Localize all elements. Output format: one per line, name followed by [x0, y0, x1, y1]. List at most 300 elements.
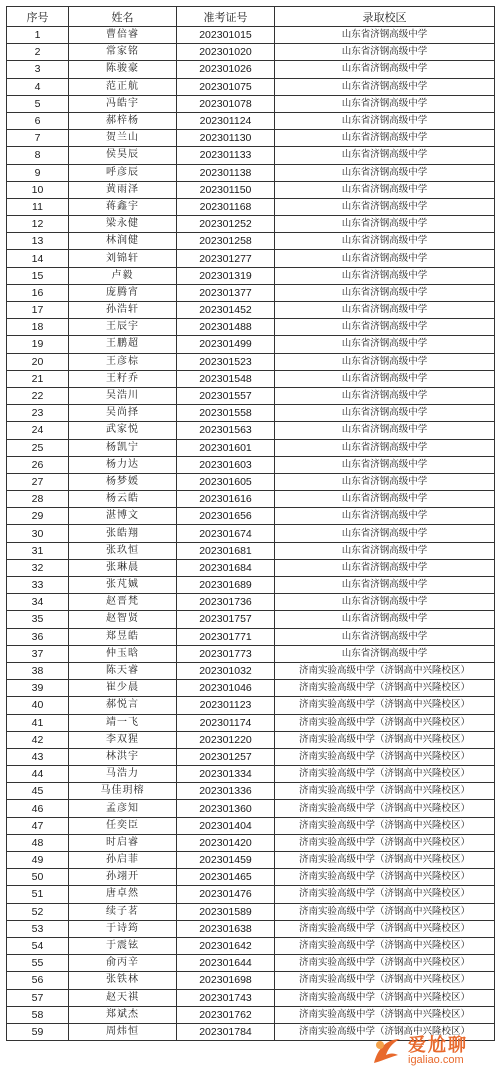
exam-number-cell: 202301133 [177, 147, 275, 164]
name-cell: 黄雨泽 [69, 181, 177, 198]
exam-number-cell: 202301601 [177, 439, 275, 456]
name-cell: 王籽乔 [69, 370, 177, 387]
exam-number-cell: 202301644 [177, 955, 275, 972]
name-cell: 王彦棕 [69, 353, 177, 370]
school-cell: 山东省济钢高级中学 [275, 95, 495, 112]
name-cell: 张皓翔 [69, 525, 177, 542]
exam-number-cell: 202301319 [177, 267, 275, 284]
school-cell: 山东省济钢高级中学 [275, 250, 495, 267]
school-cell: 山东省济钢高级中学 [275, 78, 495, 95]
watermark [368, 1031, 496, 1071]
name-cell: 任奕臣 [69, 817, 177, 834]
table-row [7, 903, 495, 920]
exam-number-cell: 202301123 [177, 697, 275, 714]
school-cell: 济南实验高级中学（济钢高中兴隆校区） [275, 1006, 495, 1023]
serial-cell: 31 [7, 542, 69, 559]
name-cell: 梁永健 [69, 216, 177, 233]
name-cell: 刘锦轩 [69, 250, 177, 267]
name-cell: 周炜恒 [69, 1023, 177, 1040]
table-row [7, 955, 495, 972]
table-row [7, 972, 495, 989]
table-row [7, 680, 495, 697]
school-cell: 山东省济钢高级中学 [275, 456, 495, 473]
serial-cell: 2 [7, 44, 69, 61]
table-row [7, 1006, 495, 1023]
exam-number-cell: 202301674 [177, 525, 275, 542]
exam-number-cell: 202301563 [177, 422, 275, 439]
exam-number-cell: 202301360 [177, 800, 275, 817]
school-cell: 山东省济钢高级中学 [275, 405, 495, 422]
watermark-url: igaliao.com [408, 1053, 464, 1066]
name-cell: 张琳晨 [69, 559, 177, 576]
school-cell: 济南实验高级中学（济钢高中兴隆校区） [275, 972, 495, 989]
table-row [7, 302, 495, 319]
table-row [7, 336, 495, 353]
name-cell: 庞腾宵 [69, 284, 177, 301]
name-cell: 王鹏超 [69, 336, 177, 353]
table-row [7, 439, 495, 456]
table-row [7, 937, 495, 954]
exam-number-cell: 202301026 [177, 61, 275, 78]
serial-cell: 28 [7, 491, 69, 508]
serial-cell: 45 [7, 783, 69, 800]
header-serial: 序号 [7, 7, 69, 27]
name-cell: 吴浩川 [69, 387, 177, 404]
name-cell: 赵晋梵 [69, 594, 177, 611]
school-cell: 济南实验高级中学（济钢高中兴隆校区） [275, 662, 495, 679]
exam-number-cell: 202301020 [177, 44, 275, 61]
serial-cell: 53 [7, 920, 69, 937]
exam-number-cell: 202301277 [177, 250, 275, 267]
table-row [7, 989, 495, 1006]
name-cell: 王辰宇 [69, 319, 177, 336]
exam-number-cell: 202301404 [177, 817, 275, 834]
table-row [7, 611, 495, 628]
school-cell: 山东省济钢高级中学 [275, 302, 495, 319]
serial-cell: 3 [7, 61, 69, 78]
serial-cell: 20 [7, 353, 69, 370]
exam-number-cell: 202301689 [177, 577, 275, 594]
school-cell: 济南实验高级中学（济钢高中兴隆校区） [275, 748, 495, 765]
name-cell: 唐卓然 [69, 886, 177, 903]
exam-number-cell: 202301252 [177, 216, 275, 233]
serial-cell: 32 [7, 559, 69, 576]
name-cell: 俞丙辛 [69, 955, 177, 972]
name-cell: 冯皓宇 [69, 95, 177, 112]
name-cell: 范正航 [69, 78, 177, 95]
name-cell: 赵天祺 [69, 989, 177, 1006]
name-cell: 湛博文 [69, 508, 177, 525]
serial-cell: 24 [7, 422, 69, 439]
exam-number-cell: 202301257 [177, 748, 275, 765]
name-cell: 张铁林 [69, 972, 177, 989]
school-cell: 山东省济钢高级中学 [275, 319, 495, 336]
school-cell: 山东省济钢高级中学 [275, 164, 495, 181]
school-cell: 济南实验高级中学（济钢高中兴隆校区） [275, 955, 495, 972]
exam-number-cell: 202301762 [177, 1006, 275, 1023]
name-cell: 马浩力 [69, 766, 177, 783]
name-cell: 林洪宇 [69, 748, 177, 765]
exam-number-cell: 202301150 [177, 181, 275, 198]
table-row [7, 250, 495, 267]
table-row [7, 319, 495, 336]
school-cell: 济南实验高级中学（济钢高中兴隆校区） [275, 852, 495, 869]
table-row [7, 748, 495, 765]
table-row [7, 628, 495, 645]
header-row [7, 7, 495, 27]
serial-cell: 37 [7, 645, 69, 662]
name-cell: 李双猩 [69, 731, 177, 748]
school-cell: 山东省济钢高级中学 [275, 422, 495, 439]
school-cell: 济南实验高级中学（济钢高中兴隆校区） [275, 937, 495, 954]
header-exam-number: 准考证号 [177, 7, 275, 27]
name-cell: 马佳玥榕 [69, 783, 177, 800]
exam-number-cell: 202301681 [177, 542, 275, 559]
exam-number-cell: 202301736 [177, 594, 275, 611]
school-cell: 济南实验高级中学（济钢高中兴隆校区） [275, 766, 495, 783]
serial-cell: 17 [7, 302, 69, 319]
exam-number-cell: 202301465 [177, 869, 275, 886]
serial-cell: 27 [7, 473, 69, 490]
school-cell: 济南实验高级中学（济钢高中兴隆校区） [275, 817, 495, 834]
name-cell: 杨梦媛 [69, 473, 177, 490]
exam-number-cell: 202301476 [177, 886, 275, 903]
school-cell: 山东省济钢高级中学 [275, 233, 495, 250]
table-row [7, 920, 495, 937]
school-cell: 济南实验高级中学（济钢高中兴隆校区） [275, 680, 495, 697]
school-cell: 山东省济钢高级中学 [275, 216, 495, 233]
watermark-brand: 爱尬聊 [408, 1034, 468, 1056]
school-cell: 山东省济钢高级中学 [275, 27, 495, 44]
school-cell: 济南实验高级中学（济钢高中兴隆校区） [275, 886, 495, 903]
school-cell: 山东省济钢高级中学 [275, 284, 495, 301]
table-row [7, 198, 495, 215]
school-cell: 山东省济钢高级中学 [275, 267, 495, 284]
serial-cell: 58 [7, 1006, 69, 1023]
exam-number-cell: 202301589 [177, 903, 275, 920]
exam-number-cell: 202301138 [177, 164, 275, 181]
school-cell: 山东省济钢高级中学 [275, 525, 495, 542]
exam-number-cell: 202301452 [177, 302, 275, 319]
exam-number-cell: 202301168 [177, 198, 275, 215]
table-body [7, 27, 495, 1041]
exam-number-cell: 202301032 [177, 662, 275, 679]
table-row [7, 44, 495, 61]
table-row [7, 577, 495, 594]
table-row [7, 233, 495, 250]
table-row [7, 387, 495, 404]
serial-cell: 52 [7, 903, 69, 920]
name-cell: 曹倍睿 [69, 27, 177, 44]
school-cell: 济南实验高级中学（济钢高中兴隆校区） [275, 869, 495, 886]
exam-number-cell: 202301616 [177, 491, 275, 508]
exam-number-cell: 202301638 [177, 920, 275, 937]
exam-number-cell: 202301642 [177, 937, 275, 954]
table-header [7, 7, 495, 27]
school-cell: 山东省济钢高级中学 [275, 387, 495, 404]
admission-table [6, 6, 495, 1041]
serial-cell: 22 [7, 387, 69, 404]
exam-number-cell: 202301548 [177, 370, 275, 387]
serial-cell: 16 [7, 284, 69, 301]
name-cell: 陈骏豪 [69, 61, 177, 78]
serial-cell: 23 [7, 405, 69, 422]
school-cell: 山东省济钢高级中学 [275, 611, 495, 628]
table-row [7, 181, 495, 198]
serial-cell: 15 [7, 267, 69, 284]
exam-number-cell: 202301656 [177, 508, 275, 525]
serial-cell: 8 [7, 147, 69, 164]
exam-number-cell: 202301078 [177, 95, 275, 112]
table-row [7, 783, 495, 800]
table-row [7, 525, 495, 542]
name-cell: 孙启菲 [69, 852, 177, 869]
exam-number-cell: 202301334 [177, 766, 275, 783]
name-cell: 靖一飞 [69, 714, 177, 731]
serial-cell: 26 [7, 456, 69, 473]
school-cell: 山东省济钢高级中学 [275, 61, 495, 78]
school-cell: 山东省济钢高级中学 [275, 198, 495, 215]
serial-cell: 30 [7, 525, 69, 542]
table-row [7, 370, 495, 387]
serial-cell: 48 [7, 834, 69, 851]
school-cell: 济南实验高级中学（济钢高中兴隆校区） [275, 834, 495, 851]
name-cell: 郝悦言 [69, 697, 177, 714]
name-cell: 贺兰山 [69, 130, 177, 147]
table-row [7, 559, 495, 576]
exam-number-cell: 202301258 [177, 233, 275, 250]
table-row [7, 800, 495, 817]
name-cell: 崔少晨 [69, 680, 177, 697]
exam-number-cell: 202301075 [177, 78, 275, 95]
serial-cell: 46 [7, 800, 69, 817]
exam-number-cell: 202301523 [177, 353, 275, 370]
name-cell: 吴尚择 [69, 405, 177, 422]
exam-number-cell: 202301558 [177, 405, 275, 422]
table-row [7, 147, 495, 164]
brand-logo-icon [368, 1033, 404, 1069]
serial-cell: 13 [7, 233, 69, 250]
name-cell: 杨云皓 [69, 491, 177, 508]
school-cell: 济南实验高级中学（济钢高中兴隆校区） [275, 1023, 495, 1040]
serial-cell: 33 [7, 577, 69, 594]
table-row [7, 164, 495, 181]
table-row [7, 594, 495, 611]
exam-number-cell: 202301046 [177, 680, 275, 697]
serial-cell: 36 [7, 628, 69, 645]
school-cell: 山东省济钢高级中学 [275, 336, 495, 353]
school-cell: 山东省济钢高级中学 [275, 370, 495, 387]
table-row [7, 645, 495, 662]
exam-number-cell: 202301130 [177, 130, 275, 147]
name-cell: 杨力达 [69, 456, 177, 473]
exam-number-cell: 202301557 [177, 387, 275, 404]
table-row [7, 697, 495, 714]
table-row [7, 456, 495, 473]
school-cell: 济南实验高级中学（济钢高中兴隆校区） [275, 731, 495, 748]
school-cell: 山东省济钢高级中学 [275, 130, 495, 147]
table-row [7, 216, 495, 233]
exam-number-cell: 202301174 [177, 714, 275, 731]
serial-cell: 6 [7, 112, 69, 129]
serial-cell: 40 [7, 697, 69, 714]
header-name: 姓名 [69, 7, 177, 27]
name-cell: 卢毅 [69, 267, 177, 284]
name-cell: 张玖恒 [69, 542, 177, 559]
name-cell: 郝梓杨 [69, 112, 177, 129]
school-cell: 山东省济钢高级中学 [275, 645, 495, 662]
exam-number-cell: 202301377 [177, 284, 275, 301]
school-cell: 济南实验高级中学（济钢高中兴隆校区） [275, 783, 495, 800]
serial-cell: 4 [7, 78, 69, 95]
school-cell: 济南实验高级中学（济钢高中兴隆校区） [275, 989, 495, 1006]
name-cell: 赵智贤 [69, 611, 177, 628]
serial-cell: 19 [7, 336, 69, 353]
serial-cell: 54 [7, 937, 69, 954]
table-row [7, 766, 495, 783]
header-school: 录取校区 [275, 7, 495, 27]
exam-number-cell: 202301124 [177, 112, 275, 129]
serial-cell: 43 [7, 748, 69, 765]
serial-cell: 29 [7, 508, 69, 525]
exam-number-cell: 202301605 [177, 473, 275, 490]
school-cell: 济南实验高级中学（济钢高中兴隆校区） [275, 920, 495, 937]
table-row [7, 852, 495, 869]
name-cell: 续子茗 [69, 903, 177, 920]
serial-cell: 9 [7, 164, 69, 181]
school-cell: 山东省济钢高级中学 [275, 439, 495, 456]
name-cell: 张芃娍 [69, 577, 177, 594]
serial-cell: 59 [7, 1023, 69, 1040]
name-cell: 于诗筠 [69, 920, 177, 937]
serial-cell: 50 [7, 869, 69, 886]
serial-cell: 10 [7, 181, 69, 198]
serial-cell: 5 [7, 95, 69, 112]
school-cell: 山东省济钢高级中学 [275, 491, 495, 508]
serial-cell: 21 [7, 370, 69, 387]
exam-number-cell: 202301784 [177, 1023, 275, 1040]
table-row [7, 284, 495, 301]
serial-cell: 42 [7, 731, 69, 748]
exam-number-cell: 202301743 [177, 989, 275, 1006]
name-cell: 时启睿 [69, 834, 177, 851]
serial-cell: 12 [7, 216, 69, 233]
serial-cell: 56 [7, 972, 69, 989]
exam-number-cell: 202301488 [177, 319, 275, 336]
table-row [7, 731, 495, 748]
exam-number-cell: 202301771 [177, 628, 275, 645]
school-cell: 山东省济钢高级中学 [275, 473, 495, 490]
exam-number-cell: 202301336 [177, 783, 275, 800]
name-cell: 常家铭 [69, 44, 177, 61]
name-cell: 呼彦辰 [69, 164, 177, 181]
exam-number-cell: 202301698 [177, 972, 275, 989]
school-cell: 济南实验高级中学（济钢高中兴隆校区） [275, 800, 495, 817]
school-cell: 济南实验高级中学（济钢高中兴隆校区） [275, 714, 495, 731]
table-row [7, 130, 495, 147]
name-cell: 于震铉 [69, 937, 177, 954]
school-cell: 山东省济钢高级中学 [275, 353, 495, 370]
school-cell: 山东省济钢高级中学 [275, 181, 495, 198]
table-row [7, 473, 495, 490]
name-cell: 杨凯宁 [69, 439, 177, 456]
serial-cell: 39 [7, 680, 69, 697]
serial-cell: 25 [7, 439, 69, 456]
table-row [7, 542, 495, 559]
name-cell: 仲玉晗 [69, 645, 177, 662]
serial-cell: 51 [7, 886, 69, 903]
school-cell: 山东省济钢高级中学 [275, 577, 495, 594]
table-row [7, 662, 495, 679]
school-cell: 济南实验高级中学（济钢高中兴隆校区） [275, 697, 495, 714]
exam-number-cell: 202301757 [177, 611, 275, 628]
serial-cell: 55 [7, 955, 69, 972]
name-cell: 孙翊开 [69, 869, 177, 886]
table-row [7, 267, 495, 284]
table-row [7, 61, 495, 78]
school-cell: 山东省济钢高级中学 [275, 147, 495, 164]
table-row [7, 353, 495, 370]
serial-cell: 11 [7, 198, 69, 215]
table-row [7, 27, 495, 44]
exam-number-cell: 202301684 [177, 559, 275, 576]
serial-cell: 44 [7, 766, 69, 783]
table-row [7, 817, 495, 834]
name-cell: 郑斌杰 [69, 1006, 177, 1023]
table-row [7, 422, 495, 439]
exam-number-cell: 202301420 [177, 834, 275, 851]
school-cell: 山东省济钢高级中学 [275, 559, 495, 576]
serial-cell: 47 [7, 817, 69, 834]
school-cell: 山东省济钢高级中学 [275, 44, 495, 61]
exam-number-cell: 202301773 [177, 645, 275, 662]
serial-cell: 35 [7, 611, 69, 628]
name-cell: 孟彦知 [69, 800, 177, 817]
name-cell: 蒋鑫宇 [69, 198, 177, 215]
name-cell: 侯昊辰 [69, 147, 177, 164]
table-row [7, 886, 495, 903]
name-cell: 林润健 [69, 233, 177, 250]
school-cell: 山东省济钢高级中学 [275, 594, 495, 611]
exam-number-cell: 202301459 [177, 852, 275, 869]
serial-cell: 38 [7, 662, 69, 679]
table-row [7, 834, 495, 851]
table-row [7, 95, 495, 112]
serial-cell: 41 [7, 714, 69, 731]
serial-cell: 14 [7, 250, 69, 267]
serial-cell: 57 [7, 989, 69, 1006]
serial-cell: 34 [7, 594, 69, 611]
name-cell: 郑昱皓 [69, 628, 177, 645]
exam-number-cell: 202301499 [177, 336, 275, 353]
name-cell: 陈天睿 [69, 662, 177, 679]
table-row [7, 112, 495, 129]
name-cell: 武家悦 [69, 422, 177, 439]
school-cell: 山东省济钢高级中学 [275, 628, 495, 645]
table-row [7, 508, 495, 525]
table-row [7, 78, 495, 95]
table-row [7, 491, 495, 508]
serial-cell: 7 [7, 130, 69, 147]
exam-number-cell: 202301015 [177, 27, 275, 44]
name-cell: 孙浩轩 [69, 302, 177, 319]
school-cell: 山东省济钢高级中学 [275, 542, 495, 559]
table-row [7, 405, 495, 422]
serial-cell: 18 [7, 319, 69, 336]
school-cell: 山东省济钢高级中学 [275, 508, 495, 525]
exam-number-cell: 202301220 [177, 731, 275, 748]
table-row [7, 869, 495, 886]
